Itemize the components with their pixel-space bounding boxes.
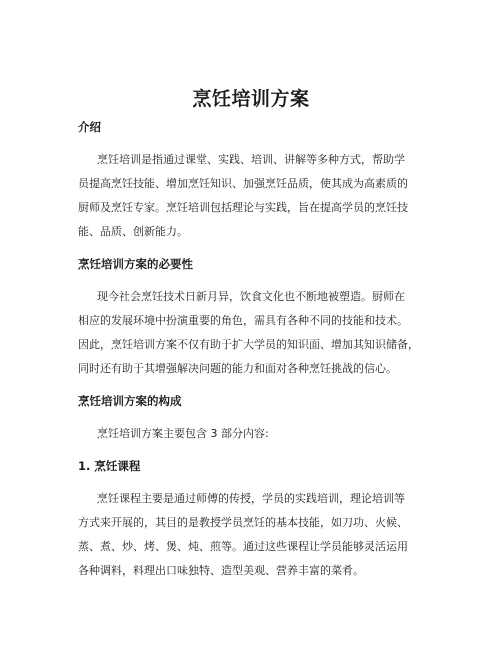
paragraph-line: 蒸、煮、炒、烤、煲、炖、煎等。通过这些课程让学员能够灵活运用 — [78, 540, 408, 553]
document-title: 烹饪培训方案 — [192, 88, 310, 110]
paragraph-line: 同时还有助于其增强解决问题的能力和面对各种烹饪挑战的信心。 — [78, 362, 397, 375]
paragraph-line: 相应的发展环境中扮演重要的角色，需具有各种不同的技能和技术。 — [78, 314, 408, 327]
paragraph-line: 厨师及烹饪专家。烹饪培训包括理论与实践，旨在提高学员的烹饪技 — [78, 201, 408, 214]
paragraph-line: 现今社会烹饪技术日新月异，饮食文化也不断地被塑造。厨师在 — [97, 290, 405, 303]
paragraph-line: 烹饪培训是指通过课堂、实践、培训、讲解等多种方式，帮助学 — [97, 153, 405, 166]
section-heading-necessity: 烹饪培训方案的必要性 — [78, 257, 193, 271]
paragraph-line: 各种调料，料理出口味独特、造型美观、营养丰富的菜肴。 — [78, 564, 364, 577]
paragraph-line: 烹饪课程主要是通过师傅的传授，学员的实践培训，理论培训等 — [97, 492, 405, 505]
paragraph-line: 员提高烹饪技能、增加烹饪知识、加强烹饪品质，使其成为高素质的 — [78, 177, 408, 190]
section-heading-courses: 1. 烹饪课程 — [78, 459, 141, 473]
section-heading-intro: 介绍 — [78, 120, 101, 134]
paragraph-line: 能、品质、创新能力。 — [78, 225, 188, 238]
section-heading-composition: 烹饪培训方案的构成 — [78, 394, 182, 408]
paragraph-line: 方式来开展的，其目的是教授学员烹饪的基本技能，如刀功、火候、 — [78, 516, 408, 529]
paragraph-line: 因此，烹饪培训方案不仅有助于扩大学员的知识面、增加其知识储备， — [78, 338, 419, 351]
paragraph-line: 烹饪培训方案主要包含 3 部分内容: — [97, 427, 269, 440]
